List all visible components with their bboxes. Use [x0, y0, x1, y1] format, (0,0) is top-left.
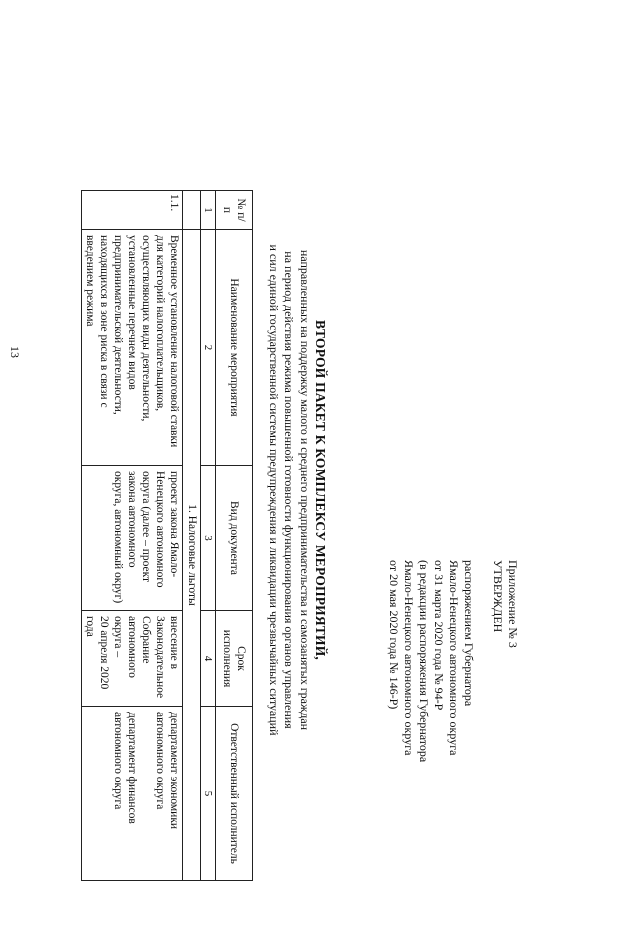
row-deadline — [82, 611, 183, 707]
responsible-finance-dept: департамент финансов автономного округа — [112, 712, 138, 824]
column-number: 1 — [201, 191, 216, 230]
row-document-type: проект закона Ямало-Ненецкого автономного округа (далее – проект закона автономного округа, автономный округ) — [82, 466, 183, 611]
approval-date-line: от 31 марта 2020 года № 94-Р — [432, 560, 446, 711]
column-number: 2 — [201, 230, 216, 466]
row-number: 1.1. — [82, 191, 183, 230]
column-number: 5 — [201, 707, 216, 881]
document-subtitle-line-3: и сил единой государственной системы предупреждения и ликвидации чрезвычайных ситуаций — [267, 244, 281, 736]
approval-stamp-block — [386, 560, 520, 890]
amendment-date-line: от 20 мая 2020 года № 146-Р) — [387, 560, 401, 710]
deadline-submission: внесение в Законодательное Собрание автономного округа – — [112, 616, 180, 699]
measures-table — [81, 190, 253, 881]
rotated-document-page — [20, 0, 620, 900]
section-row — [183, 191, 201, 881]
document-heading — [266, 40, 330, 940]
header-number: № п/п — [216, 191, 253, 230]
appendix-label: Приложение № 3 — [506, 560, 520, 648]
header-deadline: Срок исполнения — [216, 611, 253, 707]
document-title: ВТОРОЙ ПАКЕТ К КОМПЛЕКСУ МЕРОПРИЯТИЙ, — [313, 319, 328, 661]
approval-order-line: распоряжением Губернатора — [462, 560, 476, 707]
page-number: 13 — [8, 346, 22, 358]
column-number: 4 — [201, 611, 216, 707]
responsible-economy-dept: департамент экономики автономного округа — [154, 712, 180, 830]
amendment-region-line: Ямало-Ненецкого автономного округа — [402, 560, 416, 756]
approval-region-line: Ямало-Ненецкого автономного округа — [447, 560, 461, 756]
row-measure-name: Временное установление налоговой ставки для категорий налогоплательщиков, осуществляющих виды деятельности, установленные перечнем видов предпринимательской деятельности, находящихся в зоне риска в связи с введением режима — [82, 230, 183, 466]
approved-label: УТВЕРЖДЕН — [491, 560, 505, 633]
column-number-row — [201, 191, 216, 881]
section-empty-cell — [183, 191, 201, 230]
header-document-type: Вид документа — [216, 466, 253, 611]
section-title: 1. Налоговые льготы — [183, 230, 201, 881]
header-responsible: Ответственный исполнитель — [216, 707, 253, 881]
row-responsible — [82, 707, 183, 881]
document-subtitle-line-1: направленных на поддержку малого и среднего предпринимательства и самозанятых граждан — [298, 249, 312, 731]
table-row — [82, 191, 183, 881]
document-subtitle-line-2: на период действия режима повышенной готовности функционирования органов управления — [282, 251, 297, 729]
amendment-line: (в редакции распоряжения Губернатора — [417, 560, 431, 763]
header-measure-name: Наименование мероприятия — [216, 230, 253, 466]
column-number: 3 — [201, 466, 216, 611]
deadline-date: 20 апреля 2020 года — [84, 616, 110, 690]
table-header-row — [216, 191, 253, 881]
